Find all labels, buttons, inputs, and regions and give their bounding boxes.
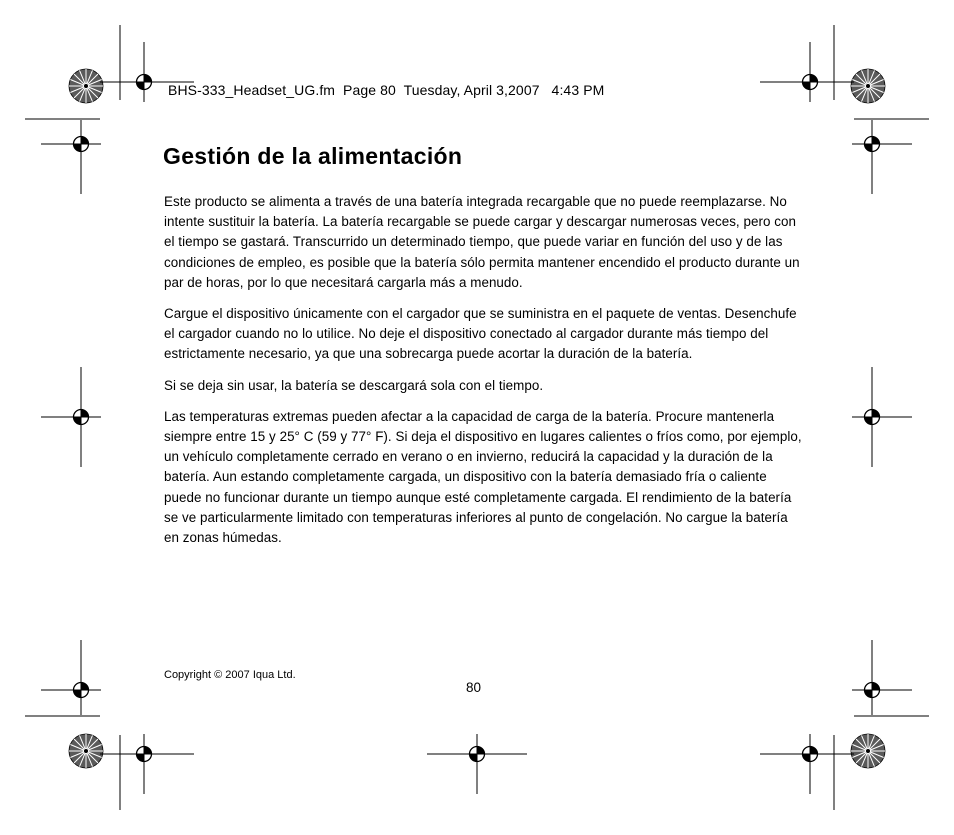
star-target-icon	[851, 69, 885, 103]
paragraph: Este producto se alimenta a través de una batería integrada recargable que no puede reemplazarse. No intente sustituir la batería. La batería recargable se puede cargar y descargar numerosas veces, pero con el tiempo se gastará. Transcurrido un determinado tiempo, que puede variar en función del uso y de las condiciones de empleo, es posible que la batería sólo permita mantener encendido el producto durante un par de horas, por lo que necesitará cargarla más a menudo.	[164, 194, 800, 290]
page-number: 80	[466, 680, 482, 695]
copyright-notice: Copyright © 2007 Iqua Ltd.	[164, 669, 296, 681]
star-target-icon	[851, 734, 885, 768]
paragraph: Las temperaturas extremas pueden afectar a la capacidad de carga de la batería. Procure mantenerla siempre entre 15 y 25° C (59 y 77° F). Si deja el dispositivo en lugares calientes o fríos como, por ejemplo, un vehículo completamente cerrado en verano o en invierno, reducirá la capacidad y la duración de la batería. Aun estando completamente cargada, un dispositivo con la batería demasiado fría o caliente puede no funcionar durante un tiempo aunque esté completamente cargada. El rendimiento de la batería se ve particularmente limitado con temperaturas inferiores al punto de congelación. No cargue la batería en zonas húmedas.	[164, 408, 802, 546]
paragraph: Cargue el dispositivo únicamente con el cargador que se suministra en el paquete de ventas. Desenchufe el cargador cuando no lo utilice. No deje el dispositivo conectado al cargador durante más tiempo del estrictamente necesario, ya que una sobrecarga puede acortar la duración de la batería.	[164, 306, 797, 362]
star-target-icon	[69, 734, 103, 768]
paragraph: Si se deja sin usar, la batería se descargará sola con el tiempo.	[164, 377, 544, 393]
page-title: Gestión de la alimentación	[163, 143, 463, 169]
file-info-header: BHS-333_Headset_UG.fm Page 80 Tuesday, April 3,2007 4:43 PM	[168, 82, 605, 98]
body-text	[164, 192, 804, 559]
star-target-icon	[69, 69, 103, 103]
